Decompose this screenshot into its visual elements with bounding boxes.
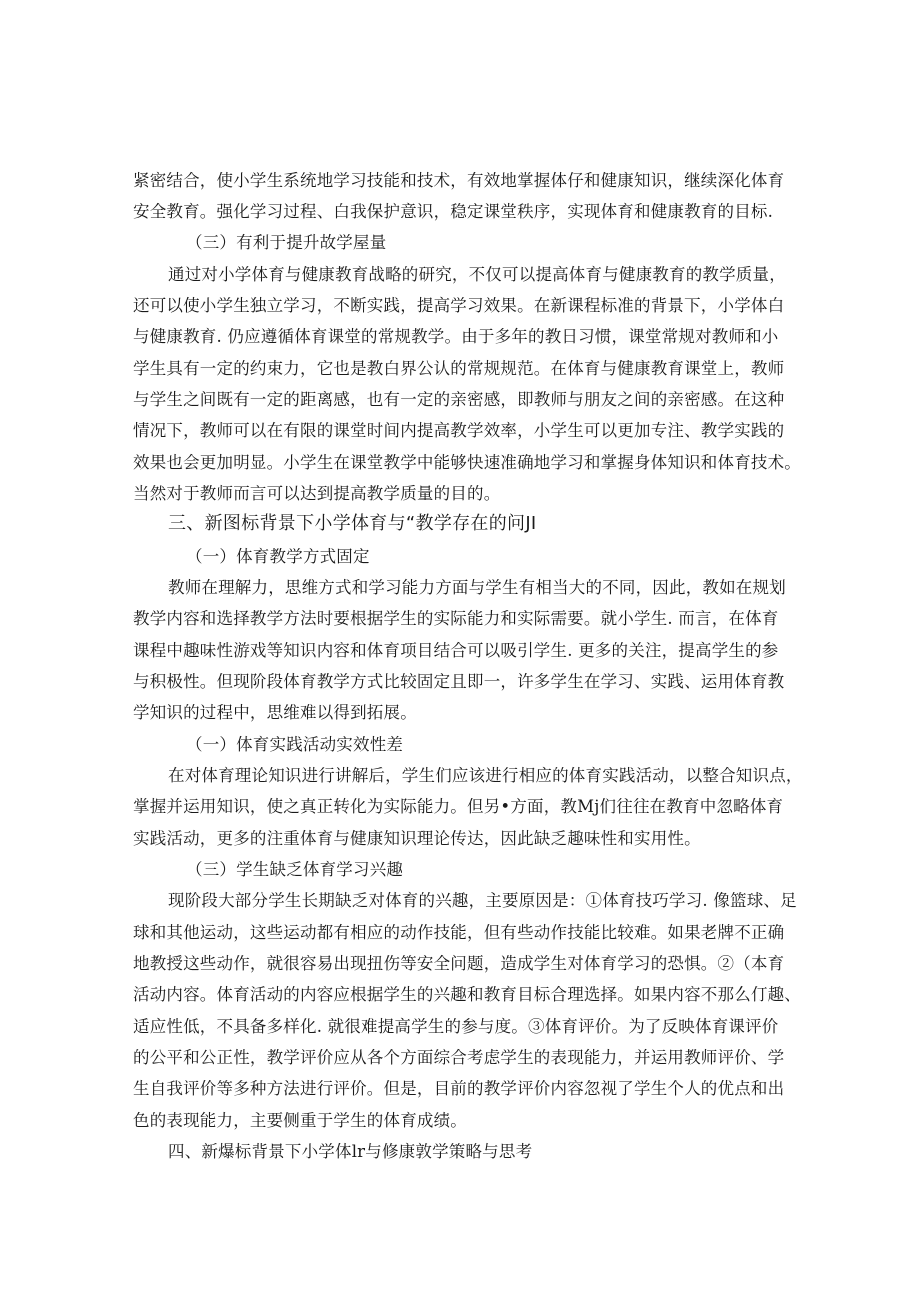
paragraph-line: 教学内容和选择教学方法时要根据学生的实际能力和实际需要。就小学生. 而言，在体育 [133,609,779,628]
section-heading: 四、新爆标背景下小学体lr与修康敦学策略与思考 [168,1142,533,1161]
paragraph-line: 适应性低，不具备多样化. 就很难提高学生的参与度。③体育评价。为了反映体育课评价 [133,1017,779,1036]
paragraph-line: 的公平和公正性，教学评价应从各个方面综合考虑学生的表现能力，并运用教师评价、学 [133,1048,785,1067]
paragraph-line: 当然对于教师而言可以达到提高教学质量的目的。 [133,484,501,503]
paragraph-line: 在对体育理论知识进行讲解后，学生们应该进行相应的体育实践活动，以整合知识点， [168,766,803,785]
subsection-title: （一）体育教学方式固定 [186,547,370,566]
paragraph-line: 与学生之间既有一定的距离感，也有一定的亲密感，即教师与朋友之间的亲密感。在这种 [133,390,785,409]
paragraph-line: 地教授这些动作，就很容易出现扭伤等安全问题，造成学生对体育学习的恐惧。②（本育 [133,954,785,973]
subsection-title: （一）体育实践活动实效性差 [186,735,404,754]
paragraph-line: 学生具有一定的约束力，它也是教白界公认的常规规范。在体育与健康教育课堂上，教师 [133,359,785,378]
paragraph-line: 还可以使小学生独立学习，不断实践，提高学习效果。在新课程标准的背景下，小学体白 [133,296,785,315]
subsection-title: （三）学生缺乏体育学习兴趣 [186,860,404,879]
paragraph-line: 安全教育。强化学习过程、白我保护意识，稳定课堂秩序，实现体育和健康教育的目标. [133,202,774,221]
paragraph-line: 课程中趣味性游戏等知识内容和体育项目结合可以吸引学生. 更多的关注，提高学生的参 [133,641,779,660]
paragraph-line: 教师在理解力，思维方式和学习能力方面与学生有相当大的不同，因此，教如在规划 [168,578,786,597]
paragraph-line: 与健康教育. 仍应遵循体育课堂的常规教学。由于多年的教日习惯，课堂常规对教师和小 [133,327,779,346]
subsection-title: （三）有利于提升故学屋量 [186,233,387,252]
paragraph-line: 效果也会更加明显。小学生在课堂教学中能够快速准确地学习和掌握身体知识和体育技术。 [133,453,801,472]
paragraph-line: 掌握并运用知识，使之真正转化为实际能力。但另•方面，教Mj们往往在教育中忽略体育 [133,797,784,816]
paragraph-line: 通过对小学体育与健康教育战略的研究，不仅可以提高体育与健康教育的教学质量， [168,265,786,284]
paragraph-line: 紧密结合，使小学生系统地学习技能和技术，有效地掌握体仔和健康知识，继续深化体育 [133,171,785,190]
paragraph-line: 现阶段大部分学生长期缺乏对体育的兴趣，主要原因是：①体育技巧学习. 像篮球、足 [168,891,797,910]
paragraph-line: 与积极性。但现阶段体育教学方式比较固定且即一，许多学生在学习、实践、运用体育教 [133,672,785,691]
paragraph-line: 情况下，教师可以在有限的课堂时间内提高教学效率，小学生可以更加专注、教学实践的 [133,421,785,440]
paragraph-line: 生自我评价等多种方法进行评价。但是，目前的教学评价内容忽视了学生个人的优点和出 [133,1079,785,1098]
section-heading: 三、新图标背景下小学体育与“教学存在的问JI [168,513,537,534]
paragraph-line: 学知识的过程中，思维难以得到拓展。 [133,703,417,722]
paragraph-line: 色的表现能力，主要侧重于学生的体育成绩。 [133,1111,467,1130]
paragraph-line: 球和其他运动，这些运动都有相应的动作技能，但有些动作技能比较难。如果老牌不正确 [133,923,785,942]
paragraph-line: 实践活动，更多的注重体育与健康知识理论传达，因此缺乏趣味性和实用性。 [133,829,701,848]
paragraph-line: 活动内容。体育活动的内容应根据学生的兴趣和教育目标合理选择。如果内容不那么仃趣、 [133,985,801,1004]
